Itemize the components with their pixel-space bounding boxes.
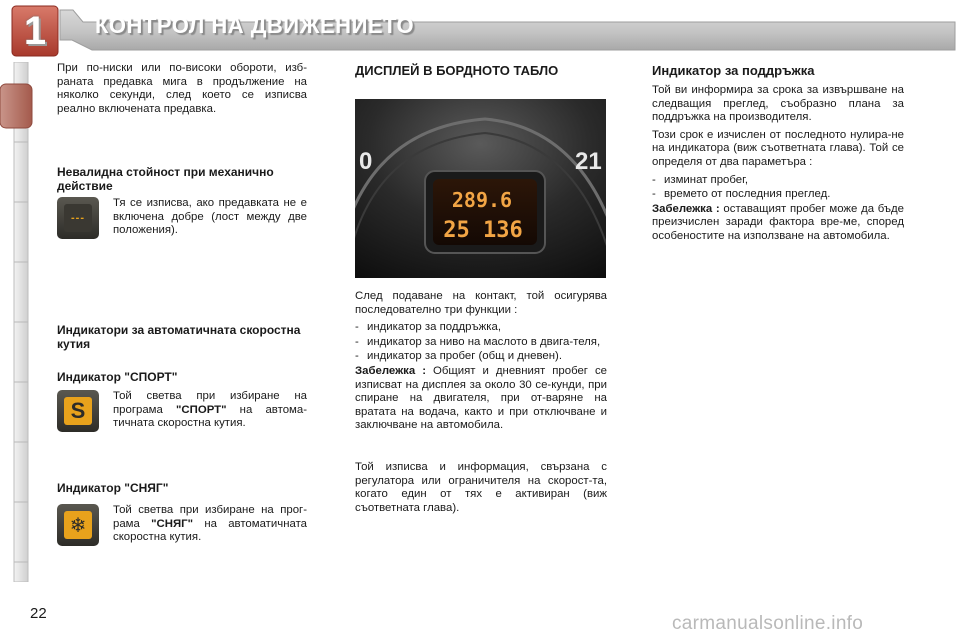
maintenance-note: Забележка : оставащият пробег може да бъде преизчислен заради фактора вре-ме, според особеностите на използване на автомобила. (652, 202, 904, 242)
sport-heading: Индикатор "СПОРТ" (57, 370, 178, 384)
display-intro: След подаване на контакт, той осигурява последователно три функции : (355, 290, 607, 316)
letter-s-glyph: S (70, 398, 86, 423)
list-item: - индикатор за ниво на маслото в двига-теля, (355, 336, 607, 350)
maintenance-text (652, 84, 904, 248)
maintenance-parameters-list (652, 174, 904, 202)
sport-text: Той светва при избиране на програма "СПОРТ" на автома-тичната скоростна кутия. (113, 390, 307, 430)
dashboard-display-photo (355, 99, 606, 278)
list-item: - времето от последния преглед. (652, 188, 904, 202)
trip-distance-readout: 289.6 (451, 188, 513, 212)
list-item: - изминат пробег, (652, 174, 904, 188)
fault-heading: Невалидна стойност при механично действие (57, 165, 274, 193)
intro-paragraph: При по-ниски или по-високи обороти, изб-раната предавка мига в продължение на няколко секунди, след което се изписва реално включената предавка. (57, 62, 307, 115)
left-intro (57, 62, 307, 120)
gauge-right-label: 21 (575, 148, 602, 175)
page-title: КОНТРОЛ НА ДВИЖЕНИЕТО (95, 13, 415, 38)
sport-indicator-icon (57, 390, 99, 432)
fault-indicator-icon (57, 197, 99, 239)
maintenance-p1: Той ви информира за срока за извършване на следващия преглед, съобразно плана за поддръжка на производителя. (652, 84, 904, 124)
side-tab-strip[interactable] (0, 62, 34, 582)
display-description (355, 290, 607, 437)
display-section-title: ДИСПЛЕЙ В БОРДНОТО ТАБЛО (355, 63, 559, 78)
display-note: Забележка : Общият и дневният пробег се изписват на дисплея за около 30 се-кунди, при спиране на двигателя, при от-варяне на вратата на водача, както и при отключване и заключване на автомобила. (355, 364, 607, 432)
odometer-readout: 25 136 (443, 218, 523, 243)
watermark: carmanualsonline.info (672, 613, 864, 634)
display-extra: Той изписва и информация, свързана с регулатора или ограничителя на скорост-та, когато един от тях е активиран (виж съответната глава). (355, 461, 607, 514)
chapter-number: 1 (23, 9, 47, 53)
note-label: Забележка : (355, 364, 427, 377)
snowflake-glyph: ❄ (69, 513, 87, 537)
maintenance-p2: Този срок е изчислен от последното нулира-не на индикатора (виж съответната глава). Той се определя от два параметъра : (652, 128, 904, 168)
snow-indicator-icon (57, 504, 99, 546)
snow-program-name: "СНЯГ" (151, 517, 194, 530)
dashes-glyph: --- (71, 212, 85, 224)
snow-text: Той светва при избиране на прог-рама "СНЯГ" на автоматичната скоростна кутия. (113, 504, 307, 544)
display-function-list (355, 321, 607, 364)
maintenance-title: Индикатор за поддръжка (652, 63, 815, 78)
note-label: Забележка : (652, 202, 720, 215)
page-number: 22 (30, 605, 47, 622)
list-item: - индикатор за пробег (общ и дневен). (355, 350, 607, 364)
gauge-left-label: 0 (359, 148, 373, 175)
fault-text: Тя се изписва, ако предавката не е включена добре (лост между две положения). (113, 197, 307, 237)
list-item: - индикатор за поддръжка, (355, 321, 607, 335)
sport-program-name: "СПОРТ" (176, 403, 227, 416)
auto-gearbox-heading: Индикатори за автоматичната скоростна кутия (57, 323, 301, 351)
snow-heading: Индикатор "СНЯГ" (57, 481, 169, 495)
